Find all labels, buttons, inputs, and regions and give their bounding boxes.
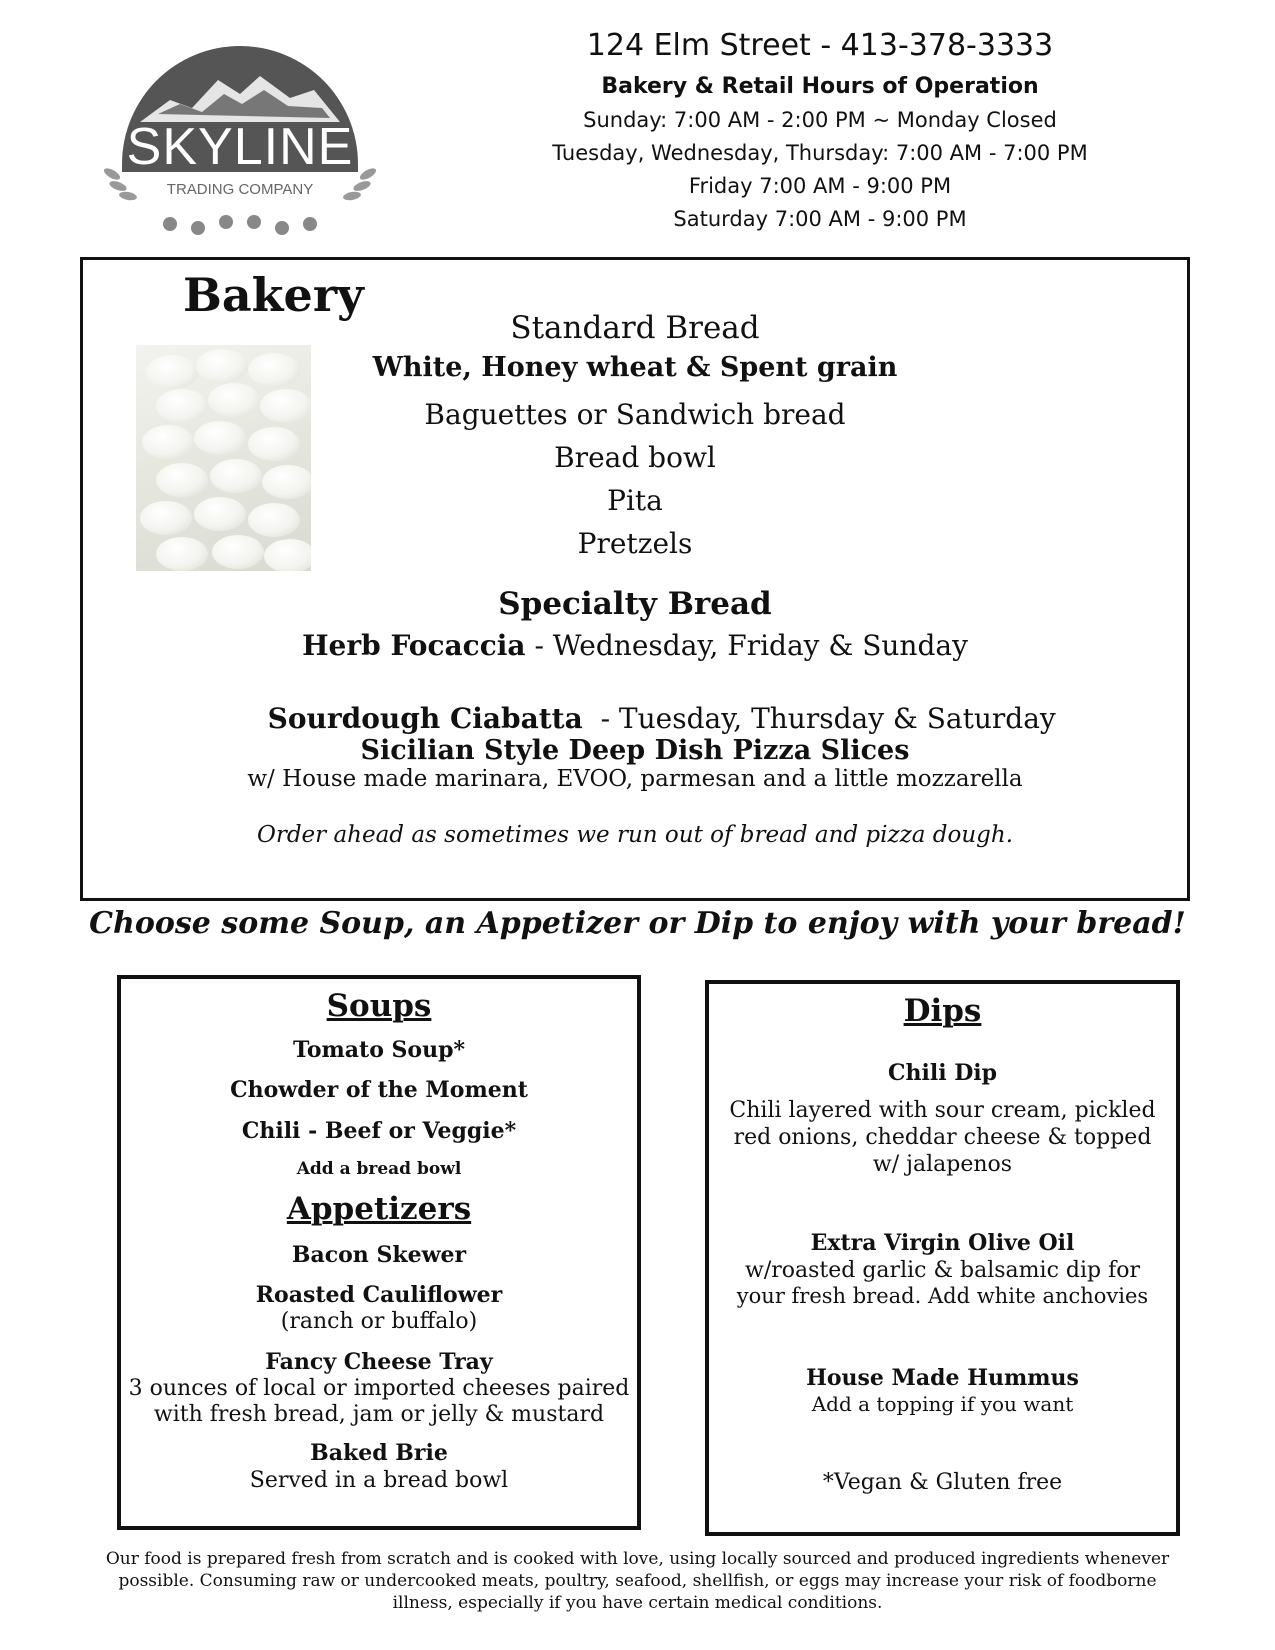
- vegan-gluten-free-legend: *Vegan & Gluten free: [822, 1470, 1063, 1495]
- order-ahead-note: Order ahead as sometimes we run out of bread and pizza dough.: [256, 822, 1014, 848]
- specialty-days: - Tuesday, Thursday & Saturday: [582, 702, 1056, 735]
- standard-item: Bread bowl: [554, 441, 716, 474]
- food-disclaimer: [60, 1548, 1215, 1614]
- hours-friday: Friday 7:00 AM - 9:00 PM: [688, 174, 952, 198]
- soup-item: Chowder of the Moment: [230, 1077, 528, 1103]
- soup-item: Chili - Beef or Veggie*: [241, 1118, 517, 1144]
- bread-bowl-addon: Add a bread bowl: [296, 1159, 462, 1179]
- standard-item: Baguettes or Sandwich bread: [424, 398, 846, 431]
- standard-varieties: White, Honey wheat & Spent grain: [372, 352, 898, 383]
- soups-heading: Soups: [326, 988, 432, 1024]
- appetizer-cheese-desc: 3 ounces of local or imported cheeses paired: [128, 1376, 630, 1401]
- appetizers-heading: Appetizers: [286, 1191, 472, 1227]
- specialty-name: Sourdough Ciabatta: [267, 702, 583, 735]
- logo-subtitle: TRADING COMPANY: [166, 181, 314, 198]
- dip-hummus-desc: Add a topping if you want: [811, 1392, 1074, 1416]
- dip-chili: Chili Dip: [887, 1060, 998, 1086]
- specialty-bread-heading: Specialty Bread: [498, 586, 772, 622]
- dip-chili-desc: Chili layered with sour cream, pickled: [729, 1098, 1156, 1123]
- appetizer-cauliflower: Roasted Cauliflower: [255, 1282, 503, 1308]
- dips-heading: Dips: [903, 993, 982, 1029]
- disclaimer-line: Our food is prepared fresh from scratch and is cooked with love, using locally sourced and produced ingredients whenever: [105, 1549, 1170, 1569]
- hours-saturday: Saturday 7:00 AM - 9:00 PM: [673, 207, 967, 231]
- standard-item: Pretzels: [577, 527, 693, 560]
- dips-section: [705, 980, 1180, 1536]
- dip-evoo-desc: your fresh bread. Add white anchovies: [736, 1284, 1149, 1308]
- appetizer-brie: Baked Brie: [310, 1440, 448, 1466]
- hours-sunday: Sunday: 7:00 AM - 2:00 PM ~ Monday Closed: [583, 108, 1057, 132]
- dip-evoo: Extra Virgin Olive Oil: [810, 1230, 1075, 1256]
- hours-title: Bakery & Retail Hours of Operation: [601, 74, 1039, 99]
- hours-midweek: Tuesday, Wednesday, Thursday: 7:00 AM - 7:00 PM: [552, 141, 1088, 165]
- disclaimer-line: illness, especially if you have certain medical conditions.: [392, 1593, 883, 1613]
- appetizer-cauliflower-desc: (ranch or buffalo): [280, 1309, 478, 1334]
- bakery-title: Bakery: [183, 268, 364, 322]
- specialty-name: Herb Focaccia: [302, 629, 526, 662]
- disclaimer-line: possible. Consuming raw or undercooked meats, poultry, seafood, shellfish, or eggs may increase your risk of foodborne: [118, 1571, 1157, 1591]
- specialty-item-focaccia: [83, 629, 1187, 662]
- dip-evoo-desc: w/roasted garlic & balsamic dip for: [745, 1258, 1140, 1283]
- logo-name: SKYLINE: [126, 118, 354, 176]
- appetizer-bacon: Bacon Skewer: [291, 1242, 467, 1268]
- appetizer-cheese: Fancy Cheese Tray: [265, 1349, 493, 1375]
- pizza-description: w/ House made marinara, EVOO, parmesan and a little mozzarella: [247, 766, 1023, 792]
- soups-appetizers-section: [117, 975, 641, 1530]
- store-address: 124 Elm Street - 413-378-3333: [586, 28, 1054, 63]
- store-header: [520, 22, 1120, 236]
- dip-chili-desc: w/ jalapenos: [872, 1152, 1013, 1177]
- dip-chili-desc: red onions, cheddar cheese & topped: [733, 1125, 1152, 1150]
- pizza-heading: Sicilian Style Deep Dish Pizza Slices: [360, 735, 910, 766]
- tagline: Choose some Soup, an Appetizer or Dip to enjoy with your bread!: [89, 906, 1186, 941]
- bakery-section: [80, 257, 1190, 901]
- standard-item: Pita: [607, 484, 663, 517]
- specialty-days: - Wednesday, Friday & Sunday: [525, 629, 968, 662]
- appetizer-cheese-desc: with fresh bread, jam or jelly & mustard: [153, 1402, 605, 1427]
- appetizer-brie-desc: Served in a bread bowl: [249, 1468, 509, 1493]
- soup-item: Tomato Soup*: [293, 1037, 465, 1063]
- skyline-logo: [100, 42, 380, 242]
- standard-bread-heading: Standard Bread: [510, 310, 760, 346]
- dip-hummus: House Made Hummus: [806, 1365, 1079, 1391]
